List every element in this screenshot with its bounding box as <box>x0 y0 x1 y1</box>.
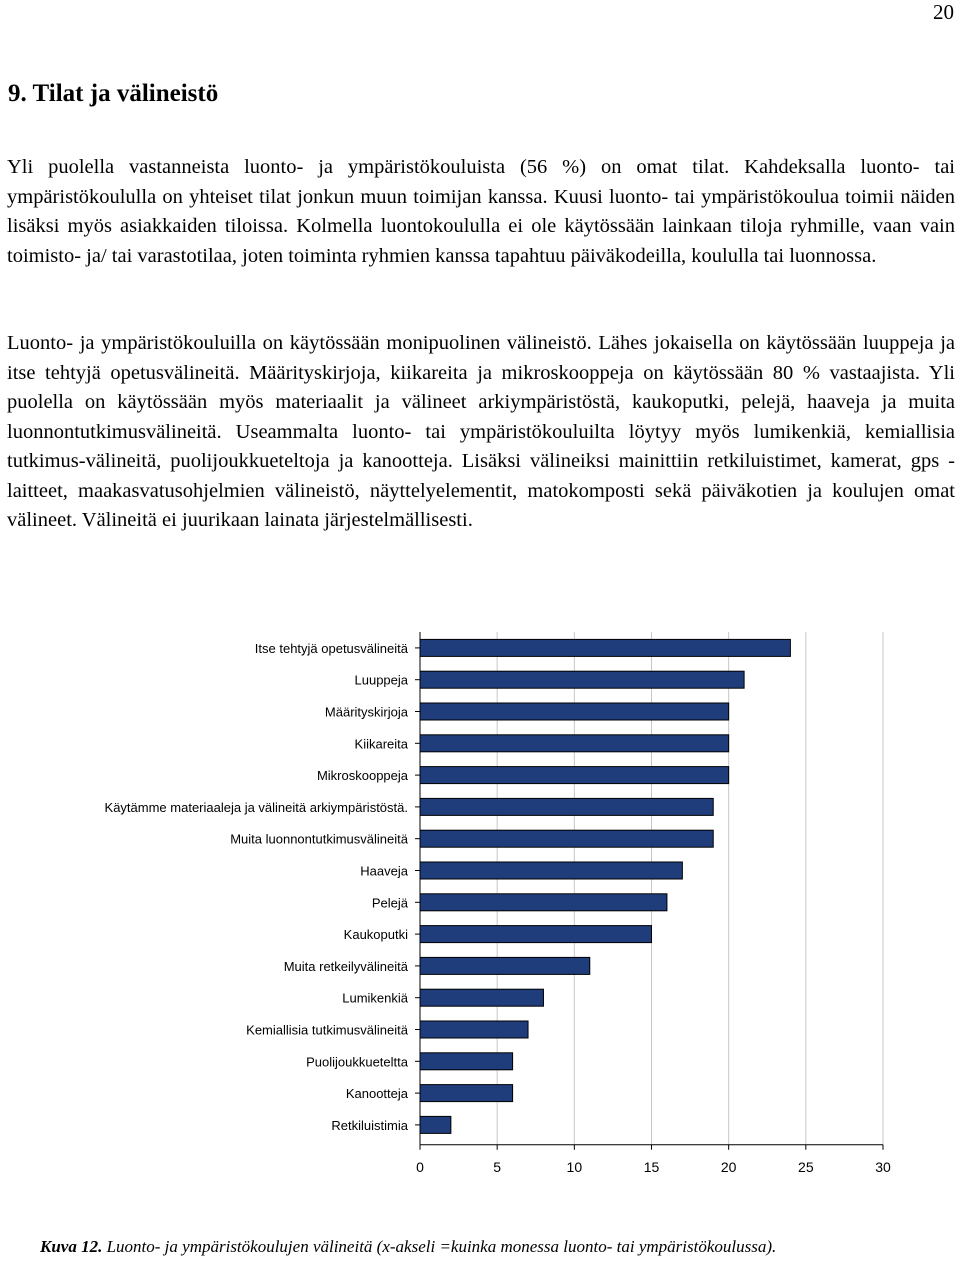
section-heading: 9. Tilat ja välineistö <box>8 80 219 107</box>
category-label: Lumikenkiä <box>342 990 408 1006</box>
paragraph-valineisto: Luonto- ja ympäristökouluilla on käytössään monipuolinen välineistö. Lähes jokaisella on käytössään luuppeja ja itse tehtyjä opetusvälineitä. Määrityskirjoja, kiikareita ja mikroskooppeja on käytössään 80 % vastaajista. Yli puolella on käytössään myös materiaalit ja välineet arkiympäristöstä, kaukoputki, pelejä, haaveja ja muita luonnontutkimusvälineitä. Useammalta luonto- tai ympäristökouluilta löytyy myös lumikenkiä, kemiallisia tutkimus-välineitä, puolijoukkueteltoja ja kanootteja. Lisäksi välineiksi mainittiin retkiluistimet, kamerat, gps -laitteet, maakasvatusohjelmien välineistö, näyttelyelementit, matokomposti sekä päiväkotien ja koulujen omat välineet. Välineitä ei juurikaan lainata järjestelmällisesti. <box>7 332 955 531</box>
bar <box>420 1116 451 1133</box>
category-label: Kaukoputki <box>343 927 408 943</box>
category-label: Muita luonnontutkimusvälineitä <box>230 831 408 847</box>
category-label: Itse tehtyjä opetusvälineitä <box>254 640 408 656</box>
x-tick-label: 15 <box>643 1158 660 1175</box>
category-label: Muita retkeilyvälineitä <box>283 958 408 974</box>
bar <box>420 798 713 815</box>
category-label: Kiikareita <box>354 736 408 752</box>
category-label: Käytämme materiaaleja ja välineitä arkiympäristöstä. <box>104 799 408 815</box>
category-label: Kanootteja <box>345 1086 408 1102</box>
x-tick-label: 30 <box>875 1158 891 1175</box>
bar <box>420 957 590 974</box>
paragraph-tilat: Yli puolella vastanneista luonto- ja ympäristökouluista (56 %) on omat tilat. Kahdeksalla luonto- tai ympäristökoululla on yhteiset tilat jonkun muun toimijan kanssa. Kuusi luonto- tai ympäristökoulua toimii näiden lisäksi myös asiakkaiden tiloissa. Kolmella luontokoululla ei ole käytössään lainkaan tiloja ryhmille, vaan vain toimisto- ja/ tai varastotilaa, joten toiminta ryhmien kanssa tapahtuu päiväkodeilla, koululla tai luonnossa. <box>7 156 955 267</box>
caption-label: Kuva 12. <box>40 1237 103 1256</box>
bar <box>420 735 729 752</box>
bar <box>420 703 729 720</box>
bar <box>420 926 652 943</box>
category-label: Määrityskirjoja <box>324 704 408 720</box>
figure-caption <box>40 1237 776 1257</box>
category-label: Mikroskooppeja <box>316 768 408 784</box>
bar <box>420 1021 528 1038</box>
bar <box>420 1085 513 1102</box>
bar <box>420 989 543 1006</box>
bar-layer <box>420 639 790 1133</box>
category-label: Haaveja <box>360 863 408 879</box>
x-tick-label: 20 <box>720 1158 737 1175</box>
page-number: 20 <box>933 0 954 24</box>
bar <box>420 862 682 879</box>
category-label: Retkiluistimia <box>331 1117 408 1133</box>
category-label: Puolijoukkueteltta <box>306 1054 408 1070</box>
category-label: Luuppeja <box>354 672 408 688</box>
bar <box>420 671 744 688</box>
category-label: Pelejä <box>371 895 408 911</box>
equipment-bar-chart <box>0 620 960 1190</box>
bar <box>420 830 713 847</box>
x-tick-label: 5 <box>493 1158 502 1175</box>
x-tick-label: 10 <box>566 1158 583 1175</box>
category-label: Kemiallisia tutkimusvälineitä <box>246 1022 408 1038</box>
x-tick-label: 25 <box>798 1158 814 1175</box>
bar <box>420 639 790 656</box>
chart-svg <box>0 620 960 1190</box>
bar <box>420 767 729 784</box>
caption-text: Luonto- ja ympäristökoulujen välineitä (x-akseli =kuinka monessa luonto- tai ympäristökoulussa). <box>102 1237 777 1256</box>
bar <box>420 1053 513 1070</box>
bar <box>420 894 667 911</box>
x-tick-label: 0 <box>416 1158 424 1175</box>
